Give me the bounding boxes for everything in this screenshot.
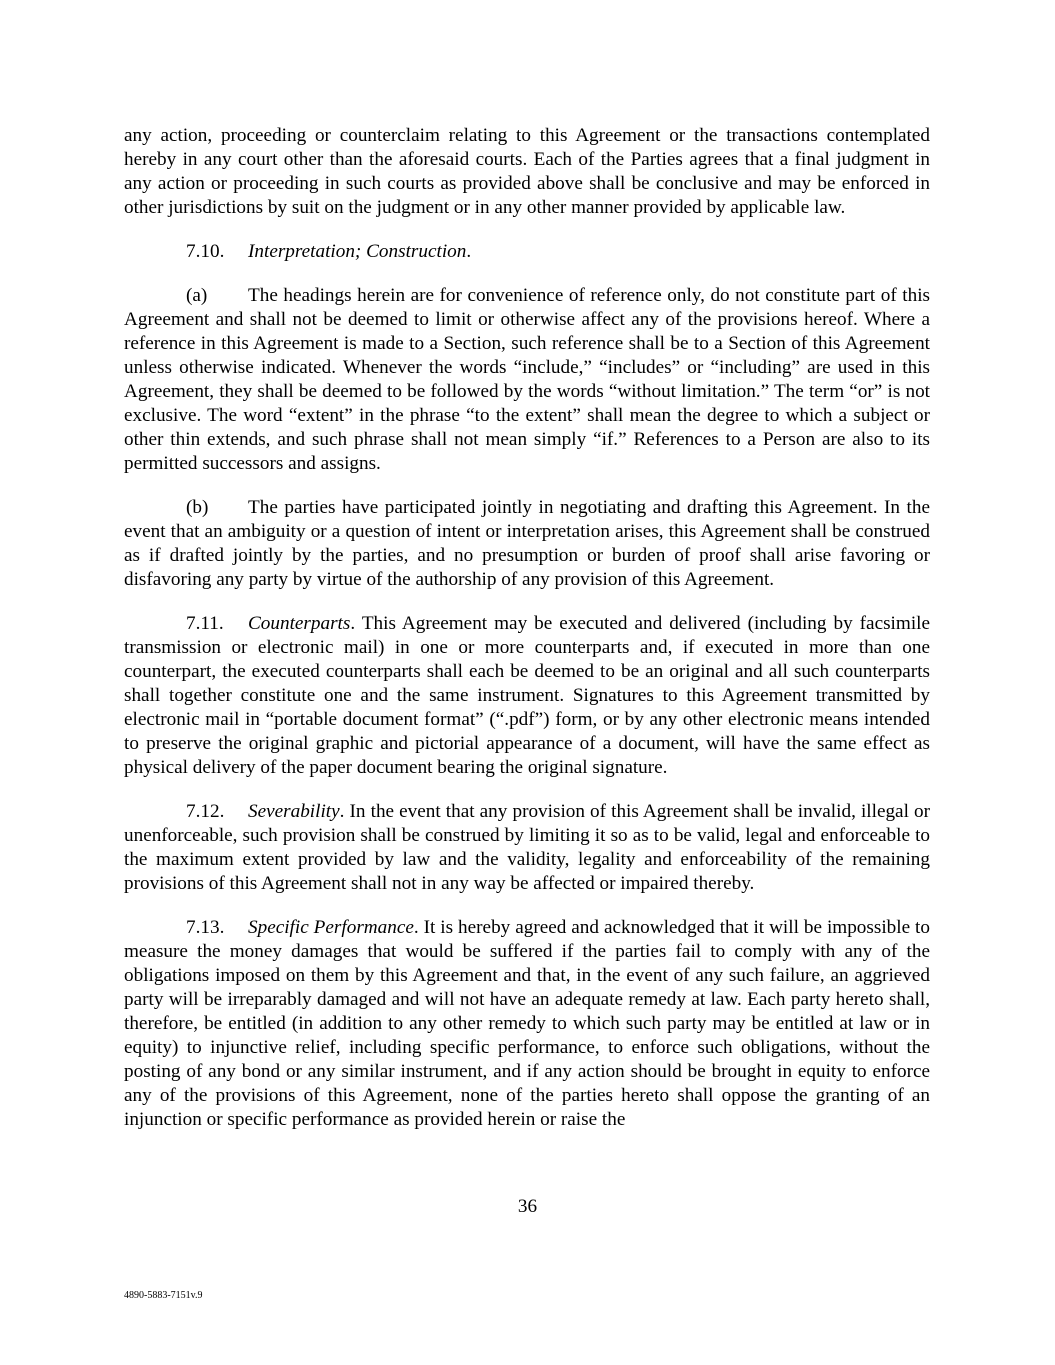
section-7-13 xyxy=(124,916,930,1132)
section-text: . In the event that any provision of this Agreement shall be invalid, illegal or unenforceable, such provision shall be construed by limiting it so as to be valid, legal and enforceable to the maximum extent provided by law and the validity, legality and enforceability of the remaining provisions of this Agreement shall not in any way be affected or impaired thereby. xyxy=(124,801,930,894)
section-7-10-heading xyxy=(124,240,930,264)
section-title: Specific Performance xyxy=(248,917,414,938)
continuation-paragraph: any action, proceeding or counterclaim relating to this Agreement or the transactions contemplated hereby in any court other than the aforesaid courts. Each of the Parties agrees that a final judgment in any action or proceeding in such courts as provided above shall be conclusive and may be enforced in other jurisdictions by suit on the judgment or in any other manner provided by applicable law. xyxy=(124,125,930,218)
section-title: Severability xyxy=(248,801,340,822)
section-title: Interpretation; Construction xyxy=(248,241,467,262)
section-text: . This Agreement may be executed and delivered (including by facsimile transmission or electronic mail) in one or more counterparts and, if executed in more than one counterpart, the executed counterparts shall each be deemed to be an original and all such counterparts shall together constitute one and the same instrument. Signatures to this Agreement transmitted by electronic mail in “portable document format” (“.pdf”) form, or by any other electronic means intended to preserve the original graphic and pictorial appearance of a document, will have the same effect as physical delivery of the paper document bearing the original signature. xyxy=(124,613,930,778)
section-number: 7.11. xyxy=(186,613,224,634)
paragraph-text: The headings herein are for convenience of reference only, do not constitute part of this Agreement and shall not be deemed to limit or otherwise affect any of the provisions hereof. Where a reference in this Agreement is made to a Section, such reference shall be to a Section of this Agreement unless otherwise indicated. Whenever the words “include,” “includes” or “including” are used in this Agreement, they shall be deemed to be followed by the words “without limitation.” The term “or” is not exclusive. The word “extent” in the phrase “to the extent” shall mean the degree to which a subject or other thin extends, and such phrase shall not mean simply “if.” References to a Person are also to its permitted successors and assigns. xyxy=(124,285,930,474)
section-7-12 xyxy=(124,800,930,896)
paragraph-label: (a) xyxy=(186,285,208,306)
document-body xyxy=(124,124,930,1152)
section-number: 7.10. xyxy=(186,241,225,262)
section-title: Counterparts xyxy=(248,613,351,634)
section-number: 7.12. xyxy=(186,801,225,822)
section-number: 7.13. xyxy=(186,917,225,938)
section-title-period: . xyxy=(466,241,472,262)
paragraph-text: The parties have participated jointly in negotiating and drafting this Agreement. In the event that an ambiguity or a question of intent or interpretation arises, this Agreement shall be construed as if drafted jointly by the parties, and no presumption or burden of proof shall arise favoring or disfavoring any party by virtue of the authorship of any provision of this Agreement. xyxy=(124,497,930,590)
section-text: . It is hereby agreed and acknowledged that it will be impossible to measure the money damages that would be suffered if the parties fail to comply with any of the obligations imposed on them by this Agreement and that, in the event of any such failure, an aggrieved party will be irreparably damaged and will not have an adequate remedy at law. Each party hereto shall, therefore, be entitled (in addition to any other remedy to which such party may be entitled at law or in equity) to injunctive relief, including specific performance, to enforce such obligations, without the posting of any bond or any similar instrument, and if any action should be brought in equity to enforce any of the provisions of this Agreement, none of the parties hereto shall oppose the granting of an injunction or specific performance as provided herein or raise the xyxy=(124,917,930,1130)
paragraph-b xyxy=(124,496,930,592)
document-id: 4890-5883-7151v.9 xyxy=(124,1290,203,1301)
page-number: 36 xyxy=(517,1196,538,1217)
paragraph-a xyxy=(124,284,930,476)
section-7-11 xyxy=(124,612,930,780)
paragraph-label: (b) xyxy=(186,497,209,518)
